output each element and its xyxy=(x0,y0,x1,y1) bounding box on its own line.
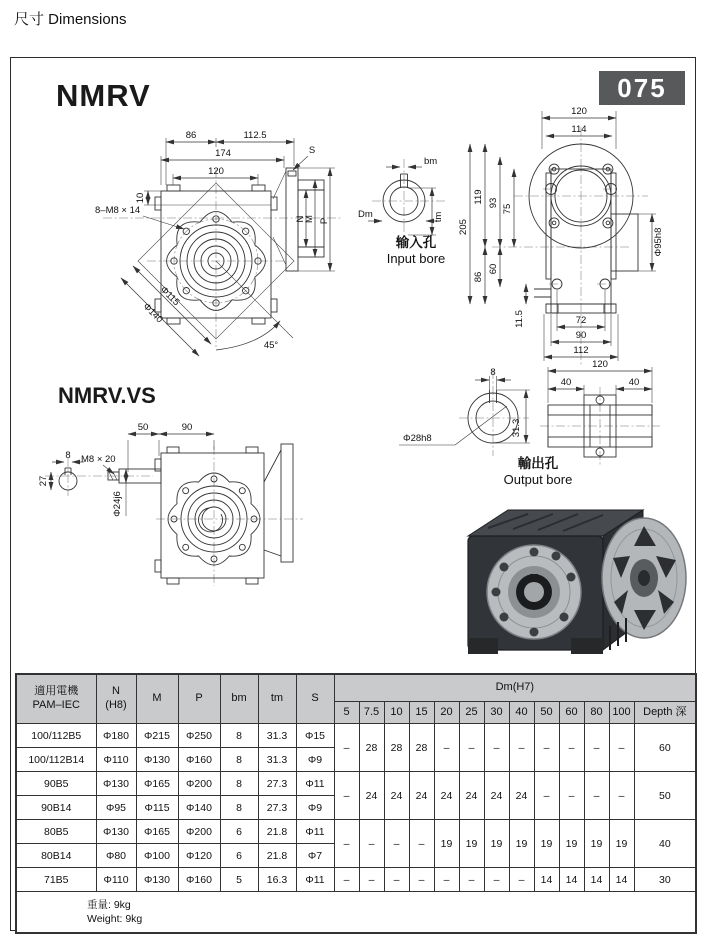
col-header-n: N (H8) xyxy=(96,674,136,724)
output-bore-caption-zh: 輸出孔 xyxy=(517,456,559,471)
cell-bm: 6 xyxy=(220,844,258,868)
table-row xyxy=(16,724,696,748)
cell-pam: 100/112B5 xyxy=(16,724,96,748)
col-header-dm-5: 5 xyxy=(334,702,359,724)
cell-dm: – xyxy=(484,868,509,892)
dim-phi115: Φ115 xyxy=(157,284,182,309)
cell-dm: 19 xyxy=(584,820,609,868)
dim-m: M xyxy=(304,215,315,223)
cell-tm: 21.8 xyxy=(258,844,296,868)
nmrv-front-view-drawing xyxy=(47,113,355,418)
cell-dm: 28 xyxy=(384,724,409,772)
cell-bm: 6 xyxy=(220,820,258,844)
col-header-m: M xyxy=(136,674,178,724)
output-bore-caption xyxy=(478,456,598,487)
dim-174: 174 xyxy=(215,148,231,159)
cell-n: Φ130 xyxy=(96,772,136,796)
cell-n: Φ130 xyxy=(96,820,136,844)
thread-callout: M8 × 20 xyxy=(81,454,116,465)
cell-pam: 90B5 xyxy=(16,772,96,796)
cell-m: Φ215 xyxy=(136,724,178,748)
dim-dm: Dm xyxy=(358,209,373,220)
dim-tm: tm xyxy=(433,211,444,223)
cell-dm: 19 xyxy=(484,820,509,868)
dim-31-3: 31.3 xyxy=(511,418,522,438)
cell-dm: 19 xyxy=(459,820,484,868)
cell-s: Φ11 xyxy=(296,868,334,892)
dim-72: 72 xyxy=(575,315,587,326)
cell-n: Φ180 xyxy=(96,724,136,748)
input-bore-caption-zh: 输入孔 xyxy=(395,235,437,250)
cell-dm: – xyxy=(334,724,359,772)
cell-dm: – xyxy=(409,820,434,868)
cell-bm: 8 xyxy=(220,748,258,772)
cell-pam: 100/112B14 xyxy=(16,748,96,772)
col-header-depth: Depth 深 xyxy=(634,702,696,724)
cell-dm: 24 xyxy=(434,772,459,820)
cell-dm: – xyxy=(559,724,584,772)
cell-dm: – xyxy=(609,724,634,772)
dim-phi28h8: Φ28h8 xyxy=(403,433,432,444)
weight-en: Weight: 9kg xyxy=(87,913,143,925)
dim-n: N xyxy=(295,215,306,223)
col-header-dm-group: Dm(H7) xyxy=(334,674,696,702)
cell-dm: – xyxy=(409,868,434,892)
cell-dm: – xyxy=(359,820,384,868)
cell-dm: – xyxy=(334,772,359,820)
cell-p: Φ200 xyxy=(178,820,220,844)
dim-45: 45° xyxy=(263,340,279,351)
cell-dm: – xyxy=(509,724,534,772)
table-row xyxy=(16,820,696,844)
cell-depth: 60 xyxy=(634,724,696,772)
col-header-s: S xyxy=(296,674,334,724)
rear-view-drawing xyxy=(456,99,706,367)
cell-dm: – xyxy=(534,724,559,772)
input-bore-caption-en: Input bore xyxy=(386,250,446,266)
dim-90b: 90 xyxy=(181,422,193,433)
col-header-bm: bm xyxy=(220,674,258,724)
dim-60: 60 xyxy=(488,263,499,275)
cell-dm: 14 xyxy=(534,868,559,892)
dim-10: 10 xyxy=(135,192,146,204)
cell-dm: 24 xyxy=(509,772,534,820)
cell-s: Φ7 xyxy=(296,844,334,868)
cell-dm: – xyxy=(334,868,359,892)
cell-dm: 14 xyxy=(559,868,584,892)
dim-8-out: 8 xyxy=(490,367,496,378)
cell-p: Φ160 xyxy=(178,868,220,892)
bolt-callout: 8–M8 × 14 xyxy=(95,205,141,216)
dim-bm: bm xyxy=(424,156,438,167)
dim-p: P xyxy=(319,217,330,225)
cell-dm: 19 xyxy=(434,820,459,868)
cell-tm: 16.3 xyxy=(258,868,296,892)
cell-pam: 90B14 xyxy=(16,796,96,820)
cell-pam: 80B14 xyxy=(16,844,96,868)
cell-n: Φ80 xyxy=(96,844,136,868)
cell-dm: 24 xyxy=(484,772,509,820)
cell-dm: 28 xyxy=(409,724,434,772)
weight-zh: 重量: 9kg xyxy=(87,898,131,911)
cell-depth: 30 xyxy=(634,868,696,892)
dim-205: 205 xyxy=(458,219,469,235)
cell-p: Φ160 xyxy=(178,748,220,772)
col-header-dm-10: 10 xyxy=(384,702,409,724)
cell-n: Φ95 xyxy=(96,796,136,820)
cell-p: Φ140 xyxy=(178,796,220,820)
cell-m: Φ100 xyxy=(136,844,178,868)
col-header-dm-60: 60 xyxy=(559,702,584,724)
col-header-dm-15: 15 xyxy=(409,702,434,724)
cell-p: Φ200 xyxy=(178,772,220,796)
cell-dm: 19 xyxy=(509,820,534,868)
cell-dm: 24 xyxy=(409,772,434,820)
dim-114: 114 xyxy=(571,124,587,135)
cell-tm: 27.3 xyxy=(258,796,296,820)
cell-s: Φ15 xyxy=(296,724,334,748)
col-header-dm-20: 20 xyxy=(434,702,459,724)
cell-n: Φ110 xyxy=(96,748,136,772)
cell-pam: 71B5 xyxy=(16,868,96,892)
cell-dm: 24 xyxy=(384,772,409,820)
cell-dm: 28 xyxy=(359,724,384,772)
cell-dm: – xyxy=(459,724,484,772)
col-header-tm: tm xyxy=(258,674,296,724)
cell-dm: 19 xyxy=(534,820,559,868)
cell-dm: – xyxy=(384,868,409,892)
col-header-dm-30: 30 xyxy=(484,702,509,724)
cell-s: Φ9 xyxy=(296,748,334,772)
cell-dm: – xyxy=(384,820,409,868)
col-header-dm-100: 100 xyxy=(609,702,634,724)
col-header-dm-25: 25 xyxy=(459,702,484,724)
cell-dm: 19 xyxy=(559,820,584,868)
dim-93: 93 xyxy=(488,197,499,209)
col-header-dm-80: 80 xyxy=(584,702,609,724)
dim-86b: 86 xyxy=(473,271,484,283)
dim-8: 8 xyxy=(65,450,71,461)
cell-s: Φ11 xyxy=(296,772,334,796)
cell-dm: – xyxy=(434,868,459,892)
cell-bm: 8 xyxy=(220,772,258,796)
cell-p: Φ120 xyxy=(178,844,220,868)
cell-dm: 24 xyxy=(359,772,384,820)
cell-dm: 14 xyxy=(584,868,609,892)
cell-m: Φ165 xyxy=(136,772,178,796)
cell-dm: – xyxy=(484,724,509,772)
cell-s: Φ11 xyxy=(296,820,334,844)
cell-dm: – xyxy=(534,772,559,820)
weight-note xyxy=(16,892,696,934)
dim-40b: 40 xyxy=(628,377,640,388)
cell-m: Φ165 xyxy=(136,820,178,844)
cell-dm: – xyxy=(609,772,634,820)
dim-11-5: 11.5 xyxy=(514,310,525,328)
cell-dm: – xyxy=(584,724,609,772)
size-badge: 075 xyxy=(599,71,685,105)
dim-112: 112 xyxy=(573,345,589,356)
dim-phi140: Φ140 xyxy=(140,301,165,326)
col-header-p: P xyxy=(178,674,220,724)
table-row xyxy=(16,868,696,892)
cell-tm: 27.3 xyxy=(258,772,296,796)
dim-50: 50 xyxy=(137,422,149,433)
cell-m: Φ115 xyxy=(136,796,178,820)
cell-p: Φ250 xyxy=(178,724,220,748)
col-header-dm-40: 40 xyxy=(509,702,534,724)
cell-dm: – xyxy=(359,868,384,892)
cell-m: Φ130 xyxy=(136,868,178,892)
cell-pam: 80B5 xyxy=(16,820,96,844)
dim-120-sec: 120 xyxy=(592,359,608,370)
cell-bm: 5 xyxy=(220,868,258,892)
cell-dm: 24 xyxy=(459,772,484,820)
cell-tm: 31.3 xyxy=(258,748,296,772)
dim-75: 75 xyxy=(502,203,513,215)
cell-dm: – xyxy=(434,724,459,772)
dim-phi95h8: Φ95h8 xyxy=(653,227,664,257)
cell-dm: – xyxy=(509,868,534,892)
col-header-dm-7-5: 7.5 xyxy=(359,702,384,724)
content-frame xyxy=(10,57,696,931)
cell-depth: 50 xyxy=(634,772,696,820)
cell-n: Φ110 xyxy=(96,868,136,892)
nmrv-vs-drawing xyxy=(38,414,356,614)
dim-phi24j6: Φ24j6 xyxy=(112,491,123,517)
cell-tm: 21.8 xyxy=(258,820,296,844)
dim-112-5: 112.5 xyxy=(243,130,267,141)
cell-dm: – xyxy=(559,772,584,820)
dim-86: 86 xyxy=(185,130,197,141)
cell-m: Φ130 xyxy=(136,748,178,772)
col-header-pam: 適用電機 PAM–IEC xyxy=(16,674,96,724)
page-title: 尺寸 Dimensions xyxy=(14,11,127,28)
model-name: NMRV xyxy=(56,78,151,113)
dim-119: 119 xyxy=(473,189,484,205)
cell-depth: 40 xyxy=(634,820,696,868)
dim-40a: 40 xyxy=(560,377,572,388)
dim-27: 27 xyxy=(38,475,49,487)
model-vs-name: NMRV.VS xyxy=(58,383,156,408)
cell-bm: 8 xyxy=(220,724,258,748)
gearbox-photo xyxy=(438,498,693,668)
output-bore-caption-en: Output bore xyxy=(503,471,573,487)
cell-dm: 19 xyxy=(609,820,634,868)
table-header-row-1 xyxy=(16,674,696,702)
dim-120: 120 xyxy=(208,166,224,177)
cell-dm: – xyxy=(459,868,484,892)
cell-tm: 31.3 xyxy=(258,724,296,748)
cell-dm: – xyxy=(584,772,609,820)
table-footer-row xyxy=(16,892,696,934)
col-header-dm-50: 50 xyxy=(534,702,559,724)
cell-dm: – xyxy=(334,820,359,868)
cell-s: Φ9 xyxy=(296,796,334,820)
cell-bm: 8 xyxy=(220,796,258,820)
cell-dm: 14 xyxy=(609,868,634,892)
dim-s: S xyxy=(308,145,316,156)
dim-120: 120 xyxy=(571,106,587,117)
dim-90: 90 xyxy=(575,330,587,341)
dim-table xyxy=(15,673,697,934)
table-row xyxy=(16,772,696,796)
